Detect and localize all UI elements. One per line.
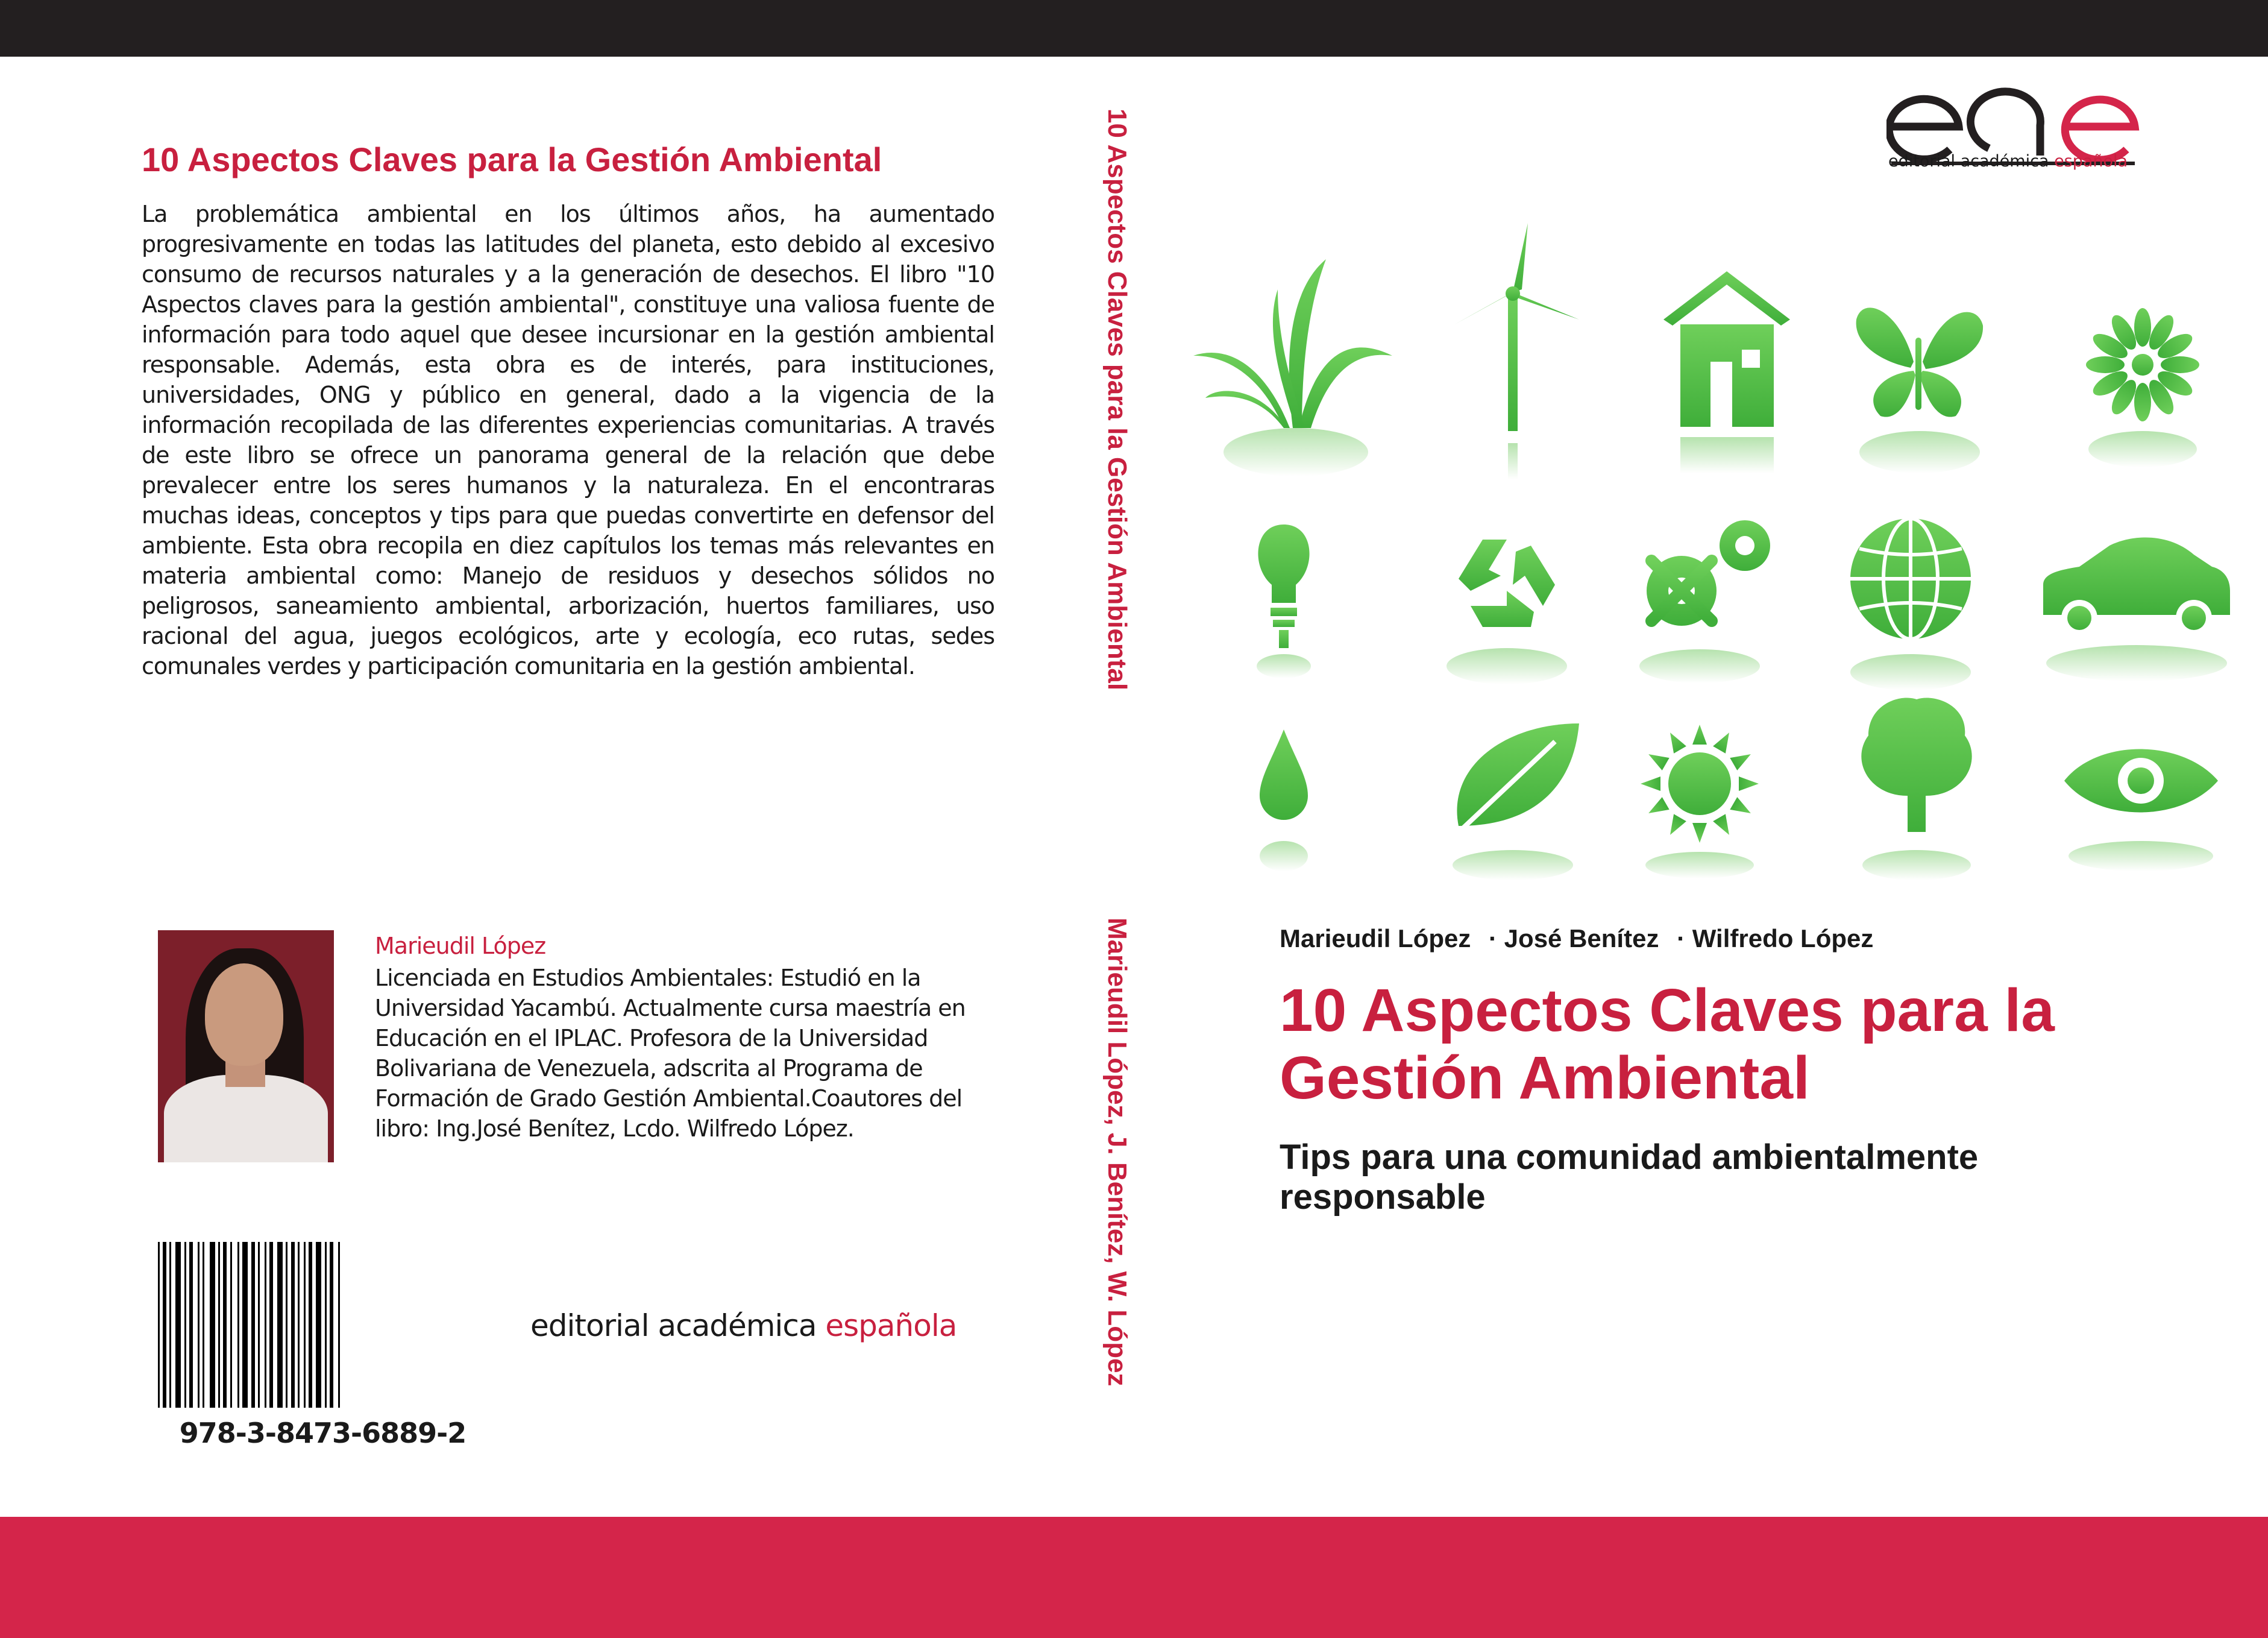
author-photo <box>158 930 334 1162</box>
logo-text-black: editorial académica <box>1888 152 2055 171</box>
wind-turbine-icon <box>1453 223 1579 479</box>
butterfly-icon <box>1856 307 1983 473</box>
front-author-2: · José Benítez <box>1489 924 1659 953</box>
lightbulb-icon <box>1257 524 1311 678</box>
flower-icon <box>2086 308 2199 467</box>
front-author-1: Marieudil López <box>1280 924 1471 953</box>
eye-icon <box>2064 749 2218 872</box>
green-house-icon <box>1663 271 1790 473</box>
sun-icon <box>1641 725 1759 878</box>
front-author-3: · Wilfredo López <box>1677 924 1874 953</box>
back-publisher-name <box>530 1308 957 1343</box>
eco-icons-grid <box>1193 217 2230 886</box>
leaf-icon <box>1453 723 1579 880</box>
logo-text <box>1888 152 2128 171</box>
car-icon <box>2043 537 2230 681</box>
author-name: Marieudil López <box>375 933 546 959</box>
front-cover-subtitle: Tips para una comunidad ambientalmente responsable <box>1280 1138 1979 1217</box>
top-bar <box>0 0 2268 57</box>
globe-icon <box>1850 518 1971 690</box>
logo-text-red: española <box>2054 152 2128 171</box>
back-cover-blurb: La problemática ambiental en los últimos años, ha aumentado progresivamente en todas las latitudes del planeta, esto debido al excesivo consumo de recursos naturales y a la generación de desechos. El libro "10 Aspectos claves para la gestión ambiental", constituye una valiosa fuente de información para todo aquel que desee incursionar en la gestión ambiental responsable. Además, esta obra es de interés, para instituciones, universidades, ONG y público en general, dado a la vigencia de la información recopilada de las diferentes experiencias comunitarias. A través de este libro se ofrece un panorama general de la relación que debe prevalecer entre los seres humanos y la naturaleza. En el encontraras muchas ideas, conceptos y tips para que puedas convertirte en defensor del ambiente. Esta obra recopila en diez capítulos los temas más relevantes en materia ambiental como: Manejo de residuos y desechos sólidos no peligrosos, saneamiento ambiental, arborización, huertos familiares, uso racional del agua, juegos ecológicos, arte y ecología, eco rutas, sedes comunales verdes y participación comunitaria en la gestión ambiental. <box>142 201 994 679</box>
gears-icon <box>1638 515 1775 683</box>
bottom-bar <box>0 1517 2268 1638</box>
isbn-number: 978-3-8473-6889-2 <box>179 1417 466 1449</box>
water-drop-icon <box>1260 729 1308 871</box>
back-cover-title: 10 Aspectos Claves para la Gestión Ambiental <box>142 140 882 178</box>
spine-title: 10 Aspectos Claves para la Gestión Ambiental <box>1102 109 1132 691</box>
author-bio: Licenciada en Estudios Ambientales: Estudió en la Universidad Yacambú. Actualmente cursa maestría en Educación en el IPLAC. Profesora de la Universidad Bolivariana de Venezuela, adscrita al Programa de Formación de Grado Gestión Ambiental.Coautores del libro: Ing.José Benítez, Lcdo. Wilfredo López. <box>375 965 966 1142</box>
publisher-name-red: española <box>825 1308 957 1343</box>
barcode <box>158 1242 488 1408</box>
front-cover-title: 10 Aspectos Claves para la Gestión Ambiental <box>1280 977 2055 1112</box>
recycle-icon <box>1447 540 1567 684</box>
spine-authors: Marieudil López, J. Benítez, W. López <box>1102 918 1132 1387</box>
front-cover-authors <box>1280 924 1884 953</box>
publisher-name-black: editorial académica <box>530 1308 826 1343</box>
grass-icon <box>1193 259 1392 476</box>
tree-icon <box>1861 698 1971 881</box>
